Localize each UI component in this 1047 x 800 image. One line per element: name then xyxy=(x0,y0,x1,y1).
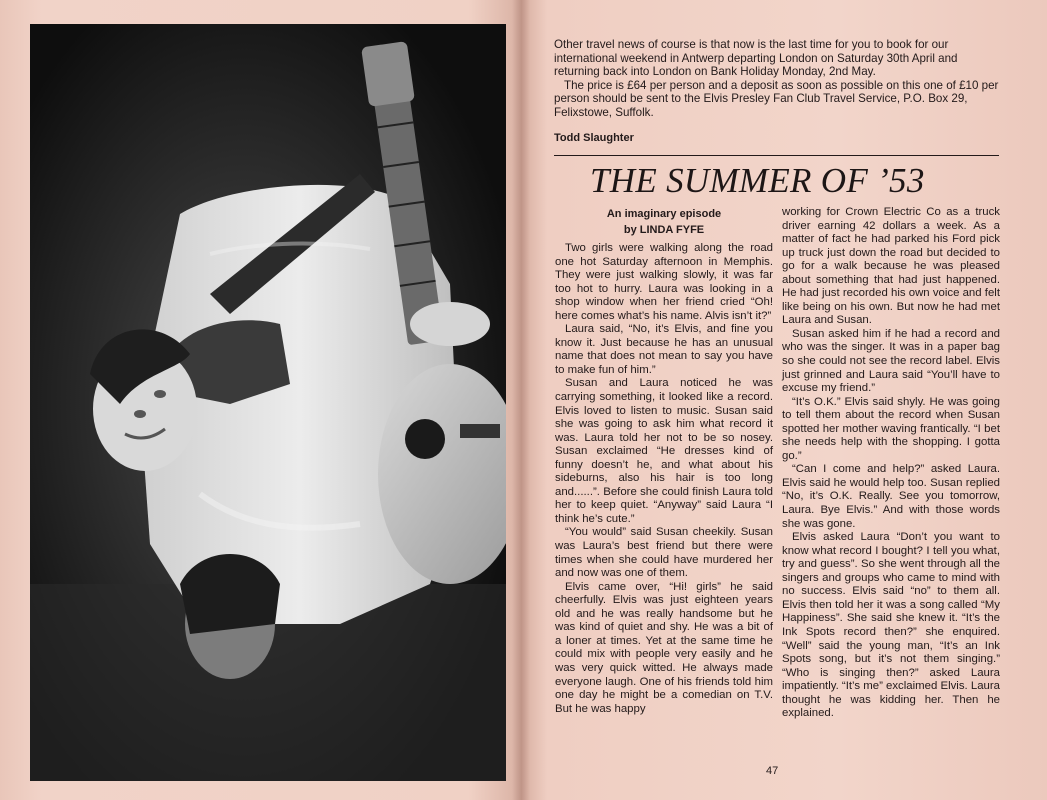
left-paragraph: Susan and Laura noticed he was carrying something, it looked like a record. Elvis loved to listen to music. Susan said she was going to ask him what record it was. Laura told her not to be so nosey. Susan exclaimed “He dresses kind of funny doesn’t he, and what about his sideburns, also his hair is too long and......”. Before she could finish Laura told her to keep quiet. “Anyway” said Laura “I think he’s cute.” xyxy=(555,377,773,525)
article-column-left xyxy=(555,206,773,716)
right-paragraph: Susan asked him if he had a record and who was the singer. It was in a paper bag so she could not see the record label. Elvis just grinned and Laura said “You’ll have to excuse my friend.” xyxy=(782,327,1000,395)
travel-paragraph-1: Other travel news of course is that now is the last time for you to book for our international weekend in Antwerp departing London on Saturday 30th April and returning back into London on Bank Holiday Monday, 2nd May. xyxy=(554,38,958,79)
article-column-right xyxy=(782,206,1000,721)
photo-illustration xyxy=(30,24,506,781)
left-paragraph: “You would” said Susan cheekily. Susan was Laura’s best friend but there were times when she could have murdered her and now was one of them. xyxy=(555,526,773,580)
right-paragraph: “It’s O.K.” Elvis said shyly. He was going to tell them about the record when Susan spotted her mother waving frantically. “I bet she needs help with the shopping. I gotta go.” xyxy=(782,395,1000,462)
travel-news-text xyxy=(554,38,1000,120)
left-paragraph: Two girls were walking along the road one hot Saturday afternoon in Memphis. They were just walking slowly, it was far too hot to hurry. Laura was looking in a shop window when her friend cried “Oh! here comes what’s his name. Alvis isn’t it?” xyxy=(555,242,773,322)
article-title: THE SUMMER OF ’53 xyxy=(590,161,925,200)
travel-news-section xyxy=(554,38,1000,145)
article-subtitle: An imaginary episode xyxy=(606,208,722,220)
travel-news-author: Todd Slaughter xyxy=(554,131,634,144)
page-gutter xyxy=(512,0,530,800)
left-paragraph: Laura said, “No, it’s Elvis, and fine you know it. Just because he has an unusual name that does not mean to say you have to make fun of him.” xyxy=(555,323,773,376)
travel-paragraph-2: The price is £64 per person and a deposit as soon as possible on this one of £10 per person should be sent to the Elvis Presley Fan Club Travel Service, P.O. Box 29, Felixstowe, Suffolk. xyxy=(554,78,999,119)
section-divider xyxy=(554,155,999,156)
left-paragraph: Elvis came over, “Hi! girls” he said cheerfully. Elvis was just eighteen years old and he was really handsome but he was kind of quiet and shy. He was a bit of a loner at times. Yet at the same time he could mix with people very easily and he was very quick witted. He always made everyone laugh. One of his friends told him one day he might be a comedian on T.V. But he was happy xyxy=(555,580,773,715)
photo-elvis-with-guitar xyxy=(30,24,506,781)
page-number: 47 xyxy=(766,765,779,777)
right-paragraph: Elvis asked Laura “Don’t you want to know what record I bought? I tell you what, try and guess”. So she went through all the singers and groups who came to mind with no success. Elvis said “no” to them all. Elvis then told her it was a song called “My Happiness”. She said she knew it. “It’s the Ink Spots record then?” she enquired. “Well” said the young man, “It’s an Ink Spots song, but it’s not them singing.” “Who is singing then?” asked Laura impatiently. “It’s me” exclaimed Elvis. Laura thought he was kidding her. Then he explained. xyxy=(782,531,1000,720)
right-paragraph: working for Crown Electric Co as a truck driver earning 42 dollars a week. As a matter of fact he had parked his Ford pick up truck just down the road but decided to go for a walk because he was pleased about something that had just happened. He had just recorded his own voice and felt like being on his own. But now he had met Laura and Susan. xyxy=(782,206,1000,327)
article-byline: by LINDA FYFE xyxy=(623,224,705,236)
left-page xyxy=(0,0,521,800)
right-paragraph: “Can I come and help?” asked Laura. Elvis said he would help too. Susan replied “No, it’s O.K. Really. See you tomorrow, Laura. Bye Elvis.” And with those words she was gone. xyxy=(782,463,1000,530)
